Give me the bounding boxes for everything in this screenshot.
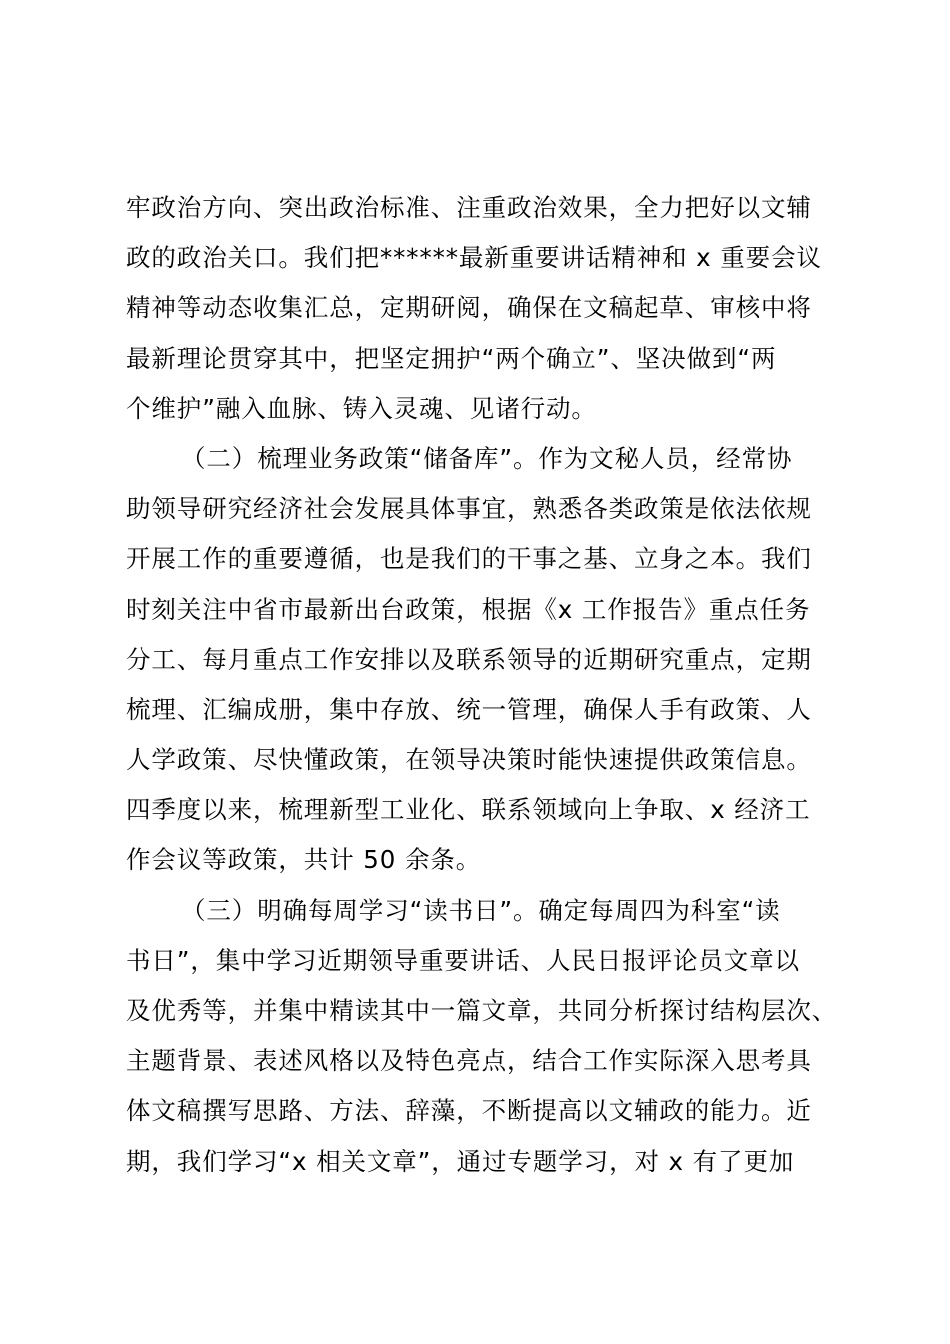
paragraph-line: 体文稿撰写思路、方法、辞藻，不断提高以文辅政的能力。近	[126, 1096, 812, 1126]
paragraph-line: 开展工作的重要遵循，也是我们的干事之基、立身之本。我们	[126, 544, 812, 574]
paragraph-line: 梳理、汇编成册，集中存放、统一管理，确保人手有政策、人	[126, 694, 812, 724]
paragraph-line: 人学政策、尽快懂政策，在领导决策时能快速提供政策信息。	[126, 745, 812, 775]
paragraph-line: 时刻关注中省市最新出台政策，根据《x 工作报告》重点任务	[126, 594, 811, 624]
document-body	[126, 183, 846, 1187]
paragraph-line: 四季度以来，梳理新型工业化、联系领域向上争取、x 经济工	[126, 795, 811, 825]
paragraph-line: 书日”，集中学习近期领导重要讲话、人民日报评论员文章以	[126, 945, 800, 975]
paragraph-line: 作会议等政策，共计 50 余条。	[126, 845, 482, 875]
paragraph-line: 主题背景、表述风格以及特色亮点，结合工作实际深入思考具	[126, 1046, 812, 1076]
section-heading-line: （二）梳理业务政策“储备库”。作为文秘人员，经常协	[181, 443, 793, 473]
paragraph-line: 政的政治关口。我们把******最新重要讲话精神和 x 重要会议	[126, 243, 822, 273]
paragraph-line: 分工、每月重点工作安排以及联系领导的近期研究重点，定期	[126, 644, 812, 674]
paragraph-line: 精神等动态收集汇总，定期研阅，确保在文稿起草、审核中将	[126, 293, 812, 323]
paragraph-line: 及优秀等，并集中精读其中一篇文章，共同分析探讨结构层次、	[126, 996, 838, 1025]
paragraph-line: 牢政治方向、突出政治标准、注重政治效果，全力把好以文辅	[126, 193, 812, 222]
paragraph-line: 最新理论贯穿其中，把坚定拥护“两个确立”、坚决做到“两	[126, 343, 777, 373]
paragraph-line: 期，我们学习“x 相关文章”，通过专题学习，对 x 有了更加	[126, 1146, 795, 1176]
paragraph-line: 助领导研究经济社会发展具体事宜，熟悉各类政策是依法依规	[126, 494, 812, 524]
section-heading-line: （三）明确每周学习“读书日”。确定每周四为科室“读	[181, 895, 781, 925]
paragraph-line: 个维护”融入血脉、铸入灵魂、见诸行动。	[126, 393, 597, 423]
